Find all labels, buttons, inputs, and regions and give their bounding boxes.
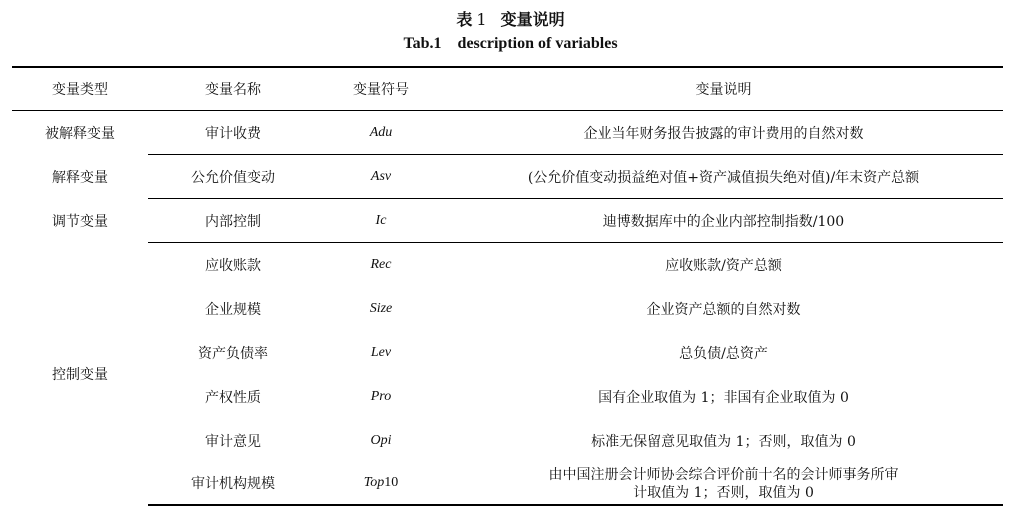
header-symbol: 变量符号 xyxy=(318,67,444,111)
table-row xyxy=(12,375,1003,419)
header-name: 变量名称 xyxy=(148,67,318,111)
table-caption-cn xyxy=(0,7,1021,30)
cell-name: 审计机构规模 xyxy=(148,463,318,505)
cell-symbol: Lev xyxy=(370,344,392,360)
cell-type: 被解释变量 xyxy=(45,125,115,142)
cell-symbol xyxy=(318,463,444,505)
cell-name: 公允价值变动 xyxy=(148,155,318,199)
cell-desc: 标准无保留意见取值为 1；否则，取值为 0 xyxy=(591,433,856,450)
table-row xyxy=(12,331,1003,375)
cell-name: 应收账款 xyxy=(148,243,318,287)
cell-type-control: 控制变量 xyxy=(52,366,108,383)
table-row xyxy=(12,111,1003,155)
table-row xyxy=(12,243,1003,287)
cell-symbol: Opi xyxy=(370,432,392,448)
cell-symbol: Ic xyxy=(318,199,444,243)
cell-type: 调节变量 xyxy=(52,213,108,230)
cell-name: 企业规模 xyxy=(205,301,261,318)
cell-name: 审计收费 xyxy=(205,125,261,142)
cell-desc xyxy=(444,463,1003,505)
cell-name: 产权性质 xyxy=(205,389,261,406)
cell-name: 审计意见 xyxy=(205,433,261,450)
variables-table xyxy=(12,66,1003,506)
cell-symbol: Asv xyxy=(318,155,444,199)
caption-title: 变量说明 xyxy=(500,10,565,29)
caption-label: 表 xyxy=(456,10,473,29)
cell-name: 资产负债率 xyxy=(198,345,268,362)
caption-en-title: description of variables xyxy=(457,35,618,52)
cell-symbol: Size xyxy=(369,300,393,316)
cell-desc: 总负债/总资产 xyxy=(679,345,768,362)
symbol-number: 10 xyxy=(384,475,399,490)
cell-name: 内部控制 xyxy=(148,199,318,243)
caption-number: 1 xyxy=(476,10,487,29)
table-row xyxy=(12,463,1003,505)
cell-symbol: Adu xyxy=(369,124,393,140)
header-type: 变量类型 xyxy=(12,67,148,111)
desc-line: 计取值为 1；否则，取值为 0 xyxy=(633,485,814,501)
desc-line: 由中国注册会计师协会综合评价前十名的会计师事务所审 xyxy=(548,467,899,483)
header-row xyxy=(12,67,1003,111)
header-desc: 变量说明 xyxy=(444,67,1003,111)
cell-type: 解释变量 xyxy=(52,169,108,186)
caption-en-label: Tab.1 xyxy=(403,35,442,52)
cell-desc: (公允价值变动损益绝对值+资产减值损失绝对值)/年末资产总额 xyxy=(444,155,1003,199)
cell-symbol: Rec xyxy=(318,243,444,287)
cell-desc: 国有企业取值为 1；非国有企业取值为 0 xyxy=(598,389,849,406)
cell-desc: 企业资产总额的自然对数 xyxy=(646,301,801,318)
table-row xyxy=(12,155,1003,199)
symbol-text: Top xyxy=(363,475,385,490)
table-row xyxy=(12,419,1003,463)
cell-symbol: Pro xyxy=(370,388,392,404)
cell-desc: 迪博数据库中的企业内部控制指数/100 xyxy=(444,199,1003,243)
cell-desc: 应收账款/资产总额 xyxy=(444,243,1003,287)
table-row xyxy=(12,199,1003,243)
table-caption-en xyxy=(0,35,1021,53)
table-row xyxy=(12,287,1003,331)
cell-desc: 企业当年财务报告披露的审计费用的自然对数 xyxy=(583,125,864,142)
